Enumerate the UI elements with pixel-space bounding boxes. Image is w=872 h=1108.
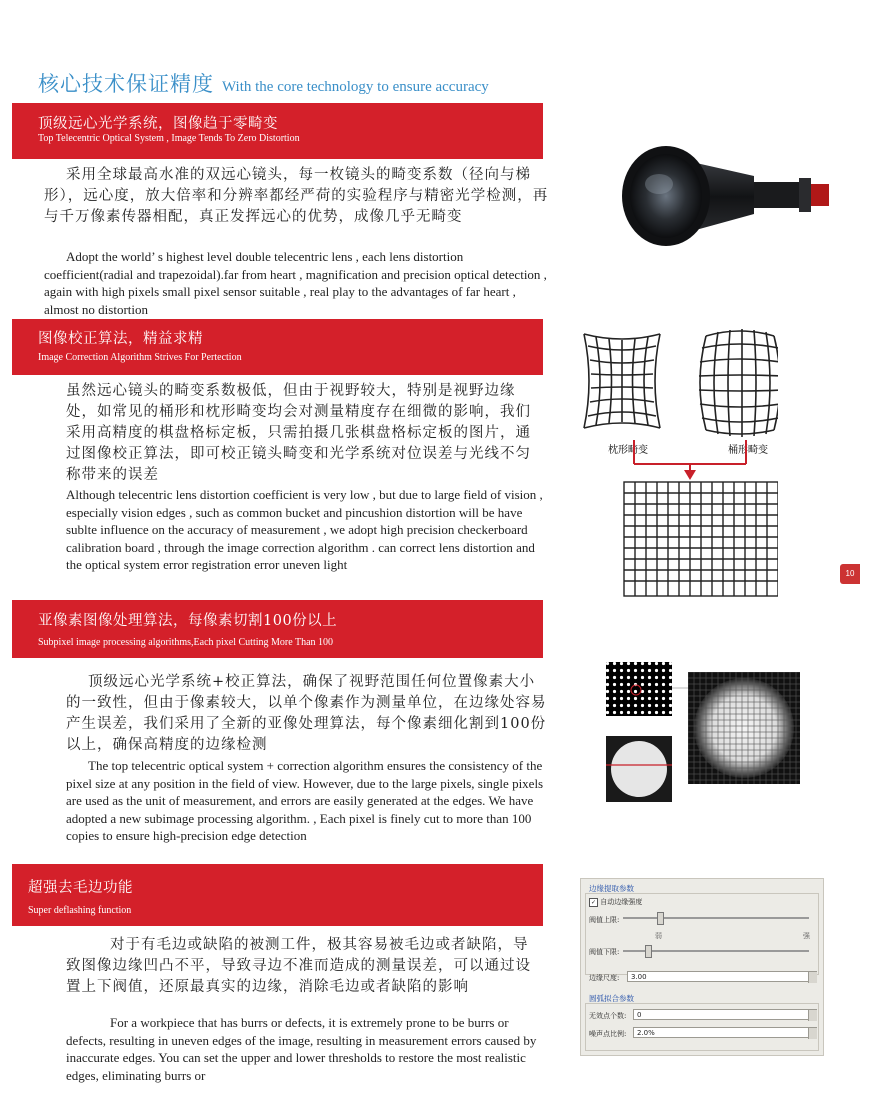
page-title [38,68,489,98]
corrected-grid [624,482,778,596]
section-2-body-en: Although telecentric lens distortion coefficient is very low , but due to large field of vision , especially vision edges , such as common bucket and pincushion distortion will be have sublte influence on the accuracy of measurement , we adopt high precision checkerboard calibration board , through the image correction algorithm . can correct lens distortion and the optical system error registration error uneven light [66,487,543,572]
section-3-body-cn: 顶级远心光学系统+校正算法，确保了视野范围任何位置像素大小的一致性，但由于像素较大，以单个像素作为测量单位，在边缘处容易产生误差，我们采用了全新的亚像处理算法，每个像素细化割到100份以上，确保高精度的边缘检测 [66,674,547,753]
invalid-points-spinner[interactable] [808,1010,817,1021]
edge-scale-spinner[interactable] [808,972,817,983]
section-1-body-en: Adopt the world’ s highest level double telecentric lens , each lens distortion coefficient(radial and trapezoidal).far from heart , magnification and precision optical detection , again with high pixels small pixel sensor suitable , real play to the advantages of far heart , almost no distortion [44,249,547,317]
auto-edge-checkbox[interactable]: ✓ [590,898,597,906]
section-2-body-cn: 虽然远心镜头的畸变系数极低，但由于视野较大，特别是视野边缘处，如常见的桶形和枕形畸变均会对测量精度存在细微的影响，我们采用高精度的棋盘格标定板，只需拍摄几张棋盘格标定板的图片，通过图像校正算法，即可校正镜头畸变和光学系统对位误差与光线不匀称带来的误差 [66,383,531,483]
edge-scale-input[interactable]: 3.00 [627,971,817,982]
lower-threshold-handle[interactable] [645,945,652,958]
barrel-grid [699,329,778,437]
section-2-banner [12,319,543,375]
noise-ratio-label: 噪声点比例: [589,1030,627,1038]
section-1-heading-cn: 顶级远心光学系统，图像趋于零畸变 [38,116,278,132]
weak-label: 弱 [655,932,662,940]
section-4-banner [12,864,543,926]
upper-threshold-label: 阀值上限: [589,916,620,924]
section-4-heading-cn: 超强去毛边功能 [28,880,133,896]
subpixel-images [604,660,804,820]
section-4-body-en: For a workpiece that has burrs or defects, it is extremely prone to be burrs or defects, resulting in uneven edges of the image, resulting in measurement errors caused by inaccurate edges. You can set the upper and lower thresholds to restore the most realistic edges, eliminating burrs or [66,1015,537,1083]
section-4-heading-en: Super deflashing function [28,905,132,916]
noise-ratio-spinner[interactable] [808,1028,817,1039]
section-1-body-cn: 采用全球最高水准的双远心镜头，每一枚镜头的畸变系数（径向与梯形），远心度，放大倍率和分辨率都经严荷的实验程序与精密光学检测，再与千万像素传器相配，真正发挥远心的优势，成像几乎无畸变 [44,167,549,225]
section-4-body-cn: 对于有毛边或缺陷的被测工件，极其容易被毛边或者缺陷，导致图像边缘凹凸不平，导致寻边不准而造成的测量误差，可以通过设置上下阀值，还原最真实的边缘，消除毛边或者缺陷的影响 [66,937,531,995]
section-1-banner [12,103,543,159]
invalid-points-input[interactable]: 0 [633,1009,817,1020]
section-3-heading-en: Subpixel image processing algorithms,Each pixel Cutting More Than 100 [38,637,334,648]
section-2-heading-en: Image Correction Algorithm Strives For Pertection [38,352,242,363]
invalid-points-label: 无效点个数: [589,1012,627,1020]
telecentric-lens-image [604,136,840,256]
pincushion-grid [584,334,660,428]
noise-ratio-input[interactable]: 2.0% [633,1027,817,1038]
page-number-tab: 10 [840,564,860,584]
dot-calibration-image [606,662,672,716]
edge-extraction-section-title: 边缘提取参数 [589,884,634,893]
edge-scale-label: 边缘尺度: [589,974,620,982]
page-title-cn: 核心技术保证精度 [38,72,214,96]
lower-threshold-label: 阀值下限: [589,948,620,956]
deflash-settings-panel [580,878,824,1056]
barrel-label: 桶形畸变 [728,445,768,456]
section-3-heading-cn: 亚像素图像处理算法，每像素切割100份以上 [38,613,338,629]
pincushion-label: 枕形畸变 [608,445,648,456]
section-1-heading-en: Top Telecentric Optical System , Image Tends To Zero Distortion [38,133,300,144]
section-2-heading-cn: 图像校正算法，精益求精 [38,331,203,347]
upper-threshold-slider[interactable] [623,917,809,919]
section-3-banner [12,600,543,658]
upper-threshold-handle[interactable] [657,912,664,925]
auto-edge-row [589,897,642,907]
arc-fit-section-title: 圆弧拟合参数 [589,994,634,1003]
auto-edge-label: 自动边缘强度 [600,898,643,906]
strong-label: 强 [803,932,810,940]
section-3-body-en: The top telecentric optical system + correction algorithm ensures the consistency of the pixel size at any position in the field of view. However, due to the large pixels, single pixels are used as the unit of measurement, and errors are easily generated at the edges. We have adopted a new subimage processing algorithm. , Each pixel is finely cut to more than 100 copies to ensure high-precision edge detection [66,758,544,843]
page-title-en: With the core technology to ensure accuracy [222,79,489,95]
distortion-diagram [578,328,778,603]
